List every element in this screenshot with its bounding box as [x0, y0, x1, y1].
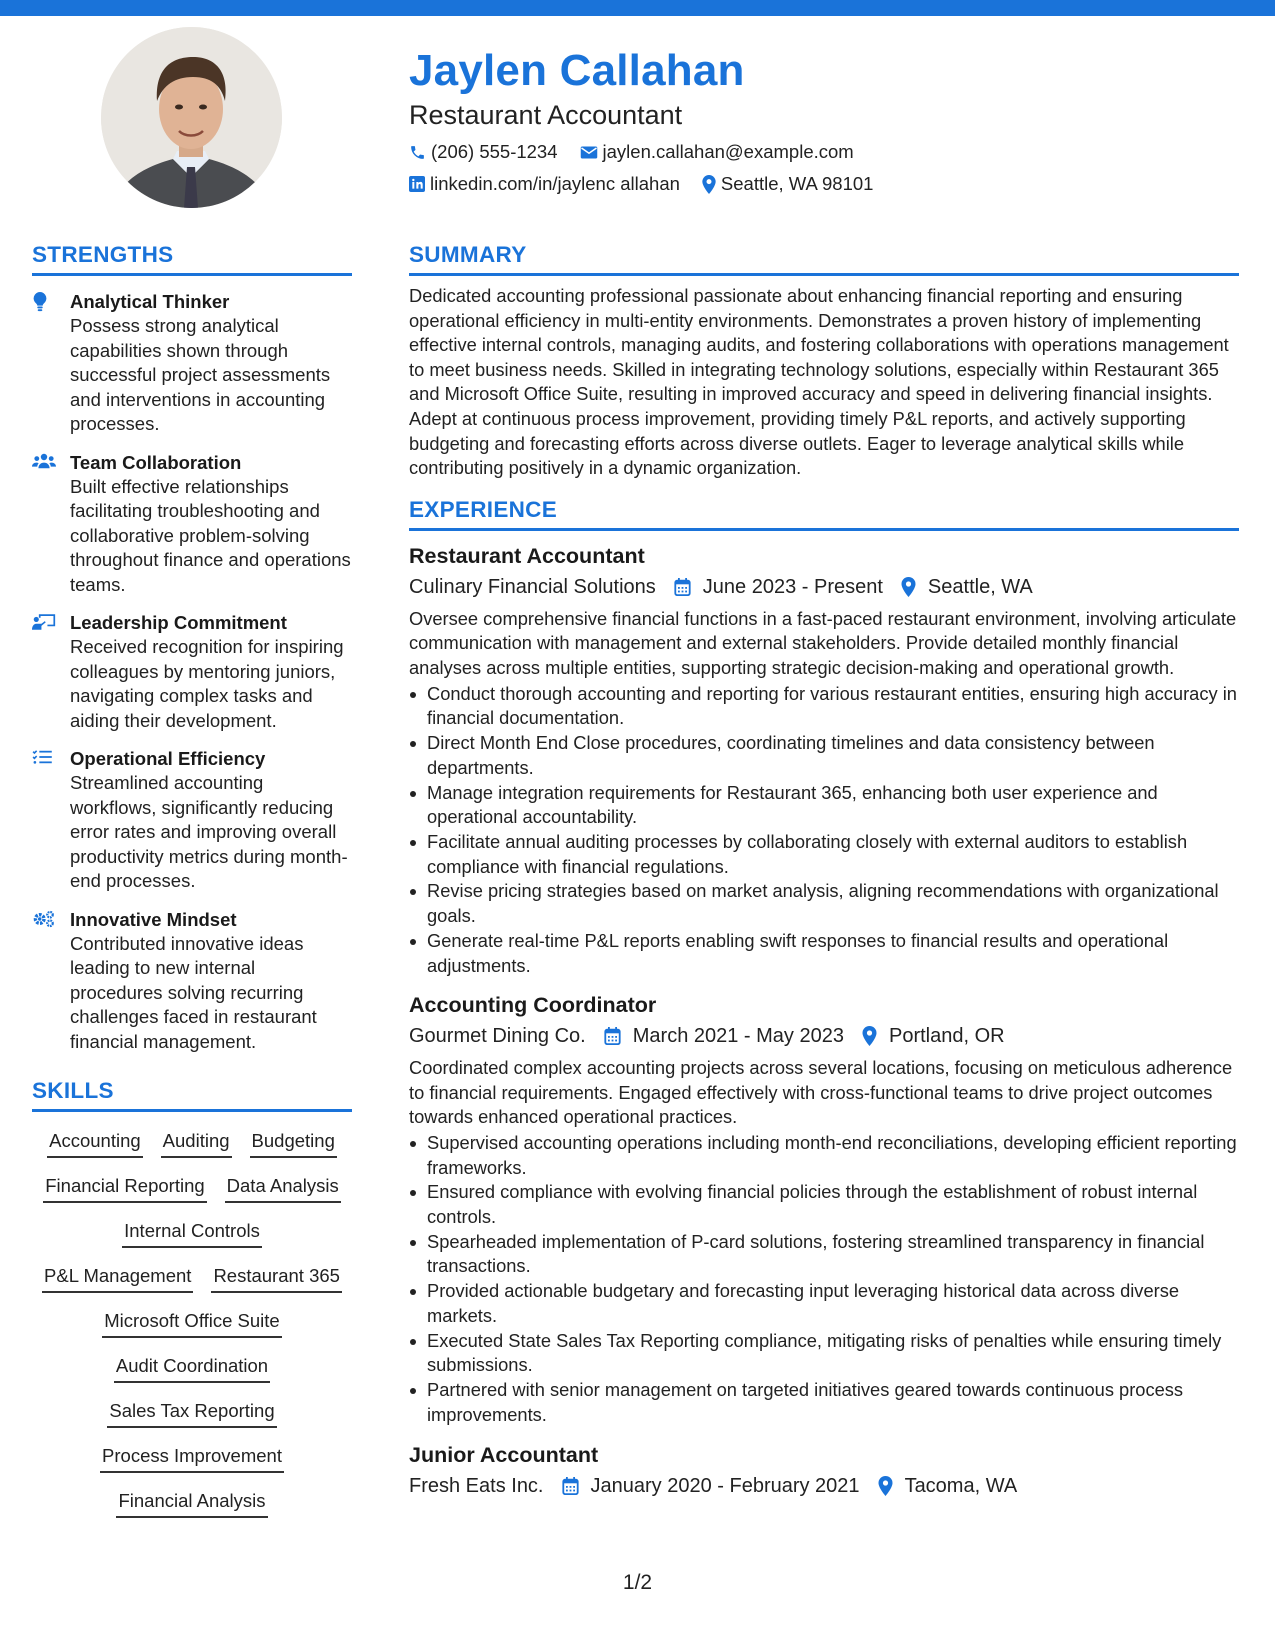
job-description: Oversee comprehensive financial functions in a fast-paced restaurant environment, involving articulate communication with management and external stakeholders. Provide detailed monthly financial analyses across multiple entities, supporting strategic decision-making and operational growth.	[409, 607, 1237, 678]
job-entry	[409, 990, 1239, 1427]
strength-title: Operational Efficiency	[70, 748, 266, 769]
lightbulb-icon	[32, 292, 48, 312]
job-location-text: Seattle, WA	[927, 575, 1033, 598]
strength-title: Analytical Thinker	[70, 291, 230, 312]
email-contact[interactable]	[580, 141, 854, 163]
map-pin-icon	[901, 577, 916, 597]
job-location	[878, 1470, 1018, 1502]
skill-tag: Data Analysis	[225, 1173, 341, 1203]
top-accent-bar	[0, 0, 1275, 16]
resume-header	[409, 42, 1229, 200]
skill-line	[32, 1443, 352, 1488]
candidate-title: Restaurant Accountant	[409, 100, 683, 130]
phone-text: (206) 555-1234	[431, 141, 558, 162]
skill-line	[32, 1173, 352, 1218]
skill-line	[32, 1308, 352, 1353]
left-column	[32, 240, 352, 1533]
strength-desc: Received recognition for inspiring colleagues by mentoring juniors, navigating complex tasks and aiding their development.	[70, 636, 344, 731]
skill-line	[32, 1218, 352, 1263]
job-company: Gourmet Dining Co.	[409, 1025, 586, 1048]
strength-item	[32, 908, 352, 1055]
map-pin-icon	[878, 1476, 893, 1496]
strength-title: Innovative Mindset	[70, 908, 237, 930]
calendar-icon	[562, 1477, 579, 1495]
skill-tag: Internal Controls	[122, 1218, 262, 1248]
skill-tag: Audit Coordination	[114, 1353, 270, 1383]
job-bullets	[409, 1131, 1239, 1428]
job-location	[901, 571, 1033, 603]
strength-desc: Built effective relationships facilitating troubleshooting and collaborative problem-solving throughout finance and operations teams.	[70, 475, 351, 595]
skill-tag: Microsoft Office Suite	[102, 1308, 281, 1338]
map-pin-icon	[862, 1026, 877, 1046]
skill-tag: Accounting	[47, 1128, 143, 1158]
job-location-text: Tacoma, WA	[904, 1474, 1018, 1497]
skill-line	[32, 1128, 352, 1173]
calendar-icon	[674, 578, 691, 596]
calendar-icon	[604, 1027, 621, 1045]
job-bullet: Provided actionable budgetary and forecasting input leveraging historical data across diverse markets.	[409, 1279, 1239, 1328]
job-bullet: Direct Month End Close procedures, coordinating timelines and data consistency between departments.	[409, 731, 1239, 780]
job-meta	[409, 1470, 1239, 1502]
job-location	[862, 1020, 1005, 1052]
job-company: Fresh Eats Inc.	[409, 1474, 544, 1497]
job-bullet: Generate real-time P&L reports enabling swift responses to financial results and operational adjustments.	[409, 929, 1239, 978]
map-pin-icon	[702, 175, 716, 194]
job-dates	[604, 1020, 844, 1052]
strength-desc: Possess strong analytical capabilities shown through successful project assessments and interventions in accounting processes.	[70, 315, 331, 434]
skill-line	[32, 1263, 352, 1308]
linkedin-contact[interactable]	[409, 173, 680, 195]
candidate-name: Jaylen Callahan	[409, 46, 745, 95]
users-icon	[32, 453, 56, 469]
job-entry	[409, 541, 1239, 978]
skill-line	[32, 1353, 352, 1398]
job-location-text: Portland, OR	[888, 1025, 1005, 1048]
job-meta	[409, 1020, 1239, 1052]
job-title: Accounting Coordinator	[409, 993, 657, 1018]
job-bullet: Spearheaded implementation of P-card solutions, fostering streamlined transparency in financial transactions.	[409, 1230, 1239, 1279]
job-dates-text: June 2023 - Present	[702, 575, 883, 598]
checklist-icon	[32, 749, 52, 765]
linkedin-icon	[409, 176, 425, 192]
skills-list	[32, 1128, 352, 1533]
skill-tag: P&L Management	[42, 1263, 193, 1293]
job-dates	[562, 1470, 860, 1502]
job-bullet: Revise pricing strategies based on market analysis, aligning recommendations with organizational goals.	[409, 879, 1239, 928]
job-bullet: Executed State Sales Tax Reporting compliance, mitigating risks of penalties while ensuring timely submissions.	[409, 1329, 1239, 1378]
contact-row-2	[409, 168, 1229, 200]
experience-heading: EXPERIENCE	[409, 495, 1239, 531]
chalkboard-teacher-icon	[32, 613, 56, 631]
profile-photo	[101, 27, 282, 208]
job-bullet: Manage integration requirements for Restaurant 365, enhancing both user experience and operational accountability.	[409, 781, 1239, 830]
skill-tag: Budgeting	[250, 1128, 337, 1158]
job-bullet: Supervised accounting operations including month-end reconciliations, developing efficient reporting frameworks.	[409, 1131, 1239, 1180]
strengths-heading: STRENGTHS	[32, 240, 352, 276]
skill-line	[32, 1488, 352, 1533]
email-text: jaylen.callahan@example.com	[602, 141, 854, 162]
right-column	[409, 240, 1239, 1502]
contact-row-1	[409, 136, 1229, 168]
job-bullets	[409, 682, 1239, 979]
job-title: Restaurant Accountant	[409, 543, 645, 568]
skill-tag: Auditing	[161, 1128, 232, 1158]
page-number: 1/2	[622, 1571, 653, 1594]
job-company: Culinary Financial Solutions	[409, 575, 656, 598]
phone-icon	[409, 144, 426, 161]
gears-icon	[32, 910, 56, 928]
location-contact	[702, 173, 874, 195]
experience-list	[409, 541, 1239, 1502]
job-meta	[409, 571, 1239, 603]
strength-item	[32, 451, 352, 598]
summary-heading: SUMMARY	[409, 240, 1239, 276]
skill-tag: Process Improvement	[100, 1443, 284, 1473]
envelope-icon	[580, 145, 598, 160]
job-bullet: Partnered with senior management on targeted initiatives geared towards continuous process improvements.	[409, 1378, 1239, 1427]
summary-text: Dedicated accounting professional passionate about enhancing financial reporting and ensuring operational efficiency in multi-entity environments. Demonstrates a proven history of implementing effective internal controls, managing audits, and fostering collaborations with operations management to meet business needs. Skilled in integrating technology solutions, especially within Restaurant 365 and Microsoft Office Suite, resulting in improved accuracy and speed in delivering financial insights. Adept at continuous process improvement, providing timely P&L reports, and actively supporting budgeting and forecasting efforts across diverse outlets. Eager to leverage analytical skills while contributing positively in a dynamic organization.	[409, 285, 1229, 479]
job-dates-text: March 2021 - May 2023	[632, 1025, 844, 1048]
strength-title: Leadership Commitment	[70, 612, 287, 633]
job-description: Coordinated complex accounting projects across several locations, focusing on meticulous adherence to financial requirements. Engaged effectively with cross-functional teams to drive project outcomes towards enhanced operational practices.	[409, 1057, 1233, 1128]
job-bullet: Conduct thorough accounting and reporting for various restaurant entities, ensuring high accuracy in financial documentation.	[409, 682, 1239, 731]
linkedin-text: linkedin.com/in/jaylenc allahan	[430, 173, 680, 194]
strength-title: Team Collaboration	[70, 451, 242, 473]
skills-heading: SKILLS	[32, 1076, 352, 1112]
job-bullet: Ensured compliance with evolving financial policies through the establishment of robust internal controls.	[409, 1180, 1239, 1229]
location-text: Seattle, WA 98101	[720, 173, 874, 194]
phone-contact[interactable]	[409, 141, 558, 163]
job-entry	[409, 1440, 1239, 1502]
strength-item	[32, 290, 352, 437]
strength-item	[32, 611, 352, 733]
job-dates-text: January 2020 - February 2021	[590, 1474, 860, 1497]
job-dates	[674, 571, 883, 603]
skill-line	[32, 1398, 352, 1443]
strength-desc: Contributed innovative ideas leading to new internal procedures solving recurring challenges faced in restaurant financial management.	[70, 932, 317, 1052]
skill-tag: Restaurant 365	[211, 1263, 342, 1293]
job-bullet: Facilitate annual auditing processes by collaborating closely with external auditors to establish compliance with financial regulations.	[409, 830, 1239, 879]
job-title: Junior Accountant	[409, 1442, 599, 1467]
skill-tag: Sales Tax Reporting	[107, 1398, 276, 1428]
strength-desc: Streamlined accounting workflows, significantly reducing error rates and improving overall productivity metrics during month-end processes.	[70, 772, 348, 891]
skill-tag: Financial Analysis	[116, 1488, 267, 1518]
strength-item	[32, 747, 352, 894]
skill-tag: Financial Reporting	[43, 1173, 206, 1203]
